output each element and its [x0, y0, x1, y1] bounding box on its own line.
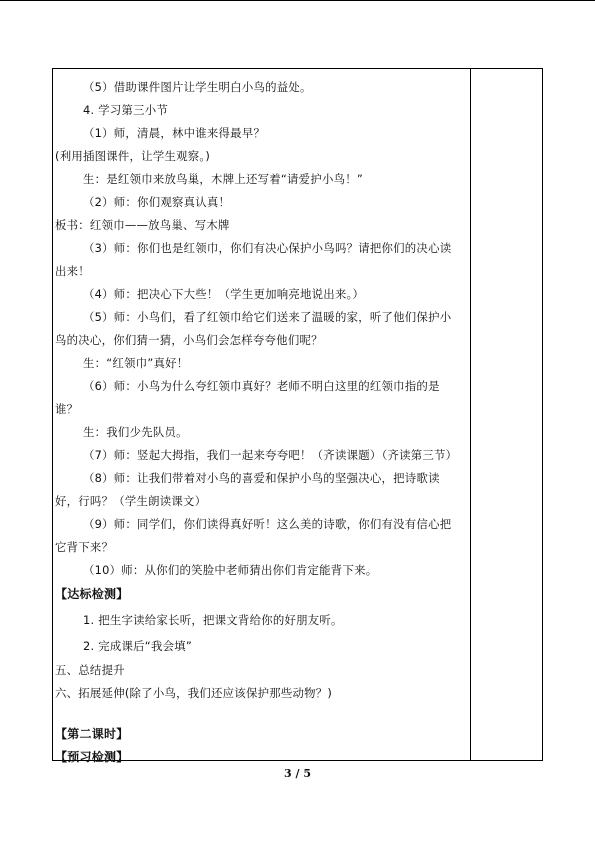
text-line: 好，行吗？（学生朗读课文）	[55, 494, 207, 508]
section-heading: 【第二课时】	[55, 727, 129, 741]
text-line: （9）师：同学们，你们读得真好听！这么美的诗歌，你们有没有信心把	[83, 517, 452, 531]
text-line: （4）师：把决心下大些！（学生更加响亮地说出来。）	[83, 287, 365, 301]
text-line: （7）师：竖起大拇指，我们一起来夸夸吧！（齐读课题）（齐读第三节）	[83, 448, 458, 462]
text-line: 生：我们少先队员。	[83, 425, 188, 439]
text-line: (利用插图课件，让学生观察。)	[55, 149, 211, 163]
text-line: （3）师：你们也是红领巾，你们有决心保护小鸟吗？请把你们的决心读	[83, 241, 452, 255]
text-line: （8）师：让我们带着对小鸟的喜爱和保护小鸟的坚强决心，把诗歌读	[83, 471, 440, 485]
text-line: 2. 完成课后“我会填”	[83, 639, 193, 653]
text-line: （5）师：小鸟们，看了红领巾给它们送来了温暖的家，听了他们保护小	[83, 310, 452, 324]
text-line: （6）师：小鸟为什么夸红领巾真好？老师不明白这里的红领巾指的是	[83, 379, 440, 393]
text-line: （2）师：你们观察真认真！	[83, 195, 231, 209]
lesson-content-cell	[53, 69, 470, 764]
section-heading: 【预习检测】	[55, 750, 129, 764]
text-line: （5）借助课件图片让学生明白小鸟的益处。	[83, 80, 312, 94]
page-number: 3 / 5	[284, 767, 311, 780]
text-line: 六、拓展延伸(除了小鸟，我们还应该保护那些动物？)	[55, 686, 333, 700]
text-line: 它背下来？	[55, 540, 114, 554]
text-line: 板书：红领巾——放鸟巢、写木牌	[55, 218, 230, 232]
text-line: 谁？	[55, 402, 79, 416]
text-line: 4. 学习第三小节	[83, 103, 169, 117]
text-line: 出来！	[55, 264, 90, 278]
text-line: 生：是红领巾来放鸟巢，木牌上还写着“请爱护小鸟！”	[83, 172, 364, 186]
text-line: 1. 把生字读给家长听，把课文背给你的好朋友听。	[83, 613, 343, 627]
text-line: 五、总结提升	[55, 663, 125, 677]
text-line: 生：“红领巾”真好！	[83, 356, 189, 370]
notes-cell	[471, 69, 543, 760]
text-line: （1）师，清晨，林中谁来得最早？	[83, 126, 266, 140]
text-line: 鸟的决心，你们猜一猜，小鸟们会怎样夸夸他们呢？	[55, 333, 323, 347]
column-divider	[470, 68, 471, 761]
header-rule	[0, 0, 595, 1]
section-heading: 【达标检测】	[55, 587, 129, 601]
text-line: （10）师：从你们的笑脸中老师猜出你们肯定能背下来。	[83, 563, 378, 577]
